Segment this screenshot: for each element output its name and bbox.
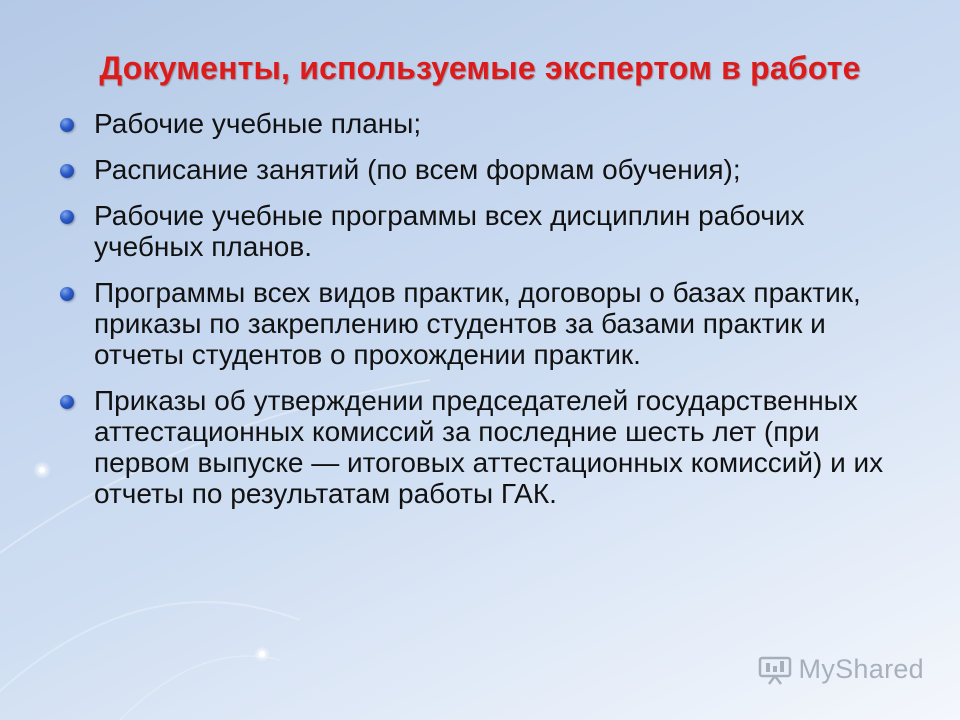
decor-dot-bottom: [259, 651, 265, 657]
list-item-text: Приказы об утверждении председателей государственных аттестационных комиссий за последние шесть лет (при первом выпуске — итоговых аттестационных комиссий) и их отчеты по результатам работы ГАК.: [94, 385, 884, 509]
bullet-list: [60, 108, 890, 524]
decor-glow-dot-left: [33, 461, 51, 479]
list-item-text: Расписание занятий (по всем формам обучения);: [94, 154, 741, 185]
presentation-board-icon: [757, 655, 793, 685]
watermark-text: MyShared: [798, 654, 924, 684]
decor-glow-dot-bottom: [254, 646, 270, 662]
list-item: [60, 385, 890, 509]
decor-dot-left: [39, 467, 45, 473]
bullet-icon: [60, 164, 74, 178]
list-item: [60, 108, 890, 139]
list-item: [60, 277, 890, 370]
decor-arc-bottom: [120, 656, 280, 720]
list-item: [60, 200, 890, 262]
bullet-icon: [60, 210, 74, 224]
bullet-icon: [60, 395, 74, 409]
bullet-icon: [60, 287, 74, 301]
list-item: [60, 154, 890, 185]
bullet-icon: [60, 118, 74, 132]
list-item-text: Рабочие учебные планы;: [94, 108, 422, 139]
slide-title: Документы, используемые экспертом в работе: [99, 50, 861, 86]
myshared-watermark: [757, 654, 924, 685]
list-item-text: Программы всех видов практик, договоры о базах практик, приказы по закреплению студентов за базами практик и отчеты студентов о прохождении практик.: [94, 277, 861, 370]
list-item-text: Рабочие учебные программы всех дисциплин рабочих учебных планов.: [94, 200, 805, 262]
decor-arc-lower: [0, 602, 300, 700]
